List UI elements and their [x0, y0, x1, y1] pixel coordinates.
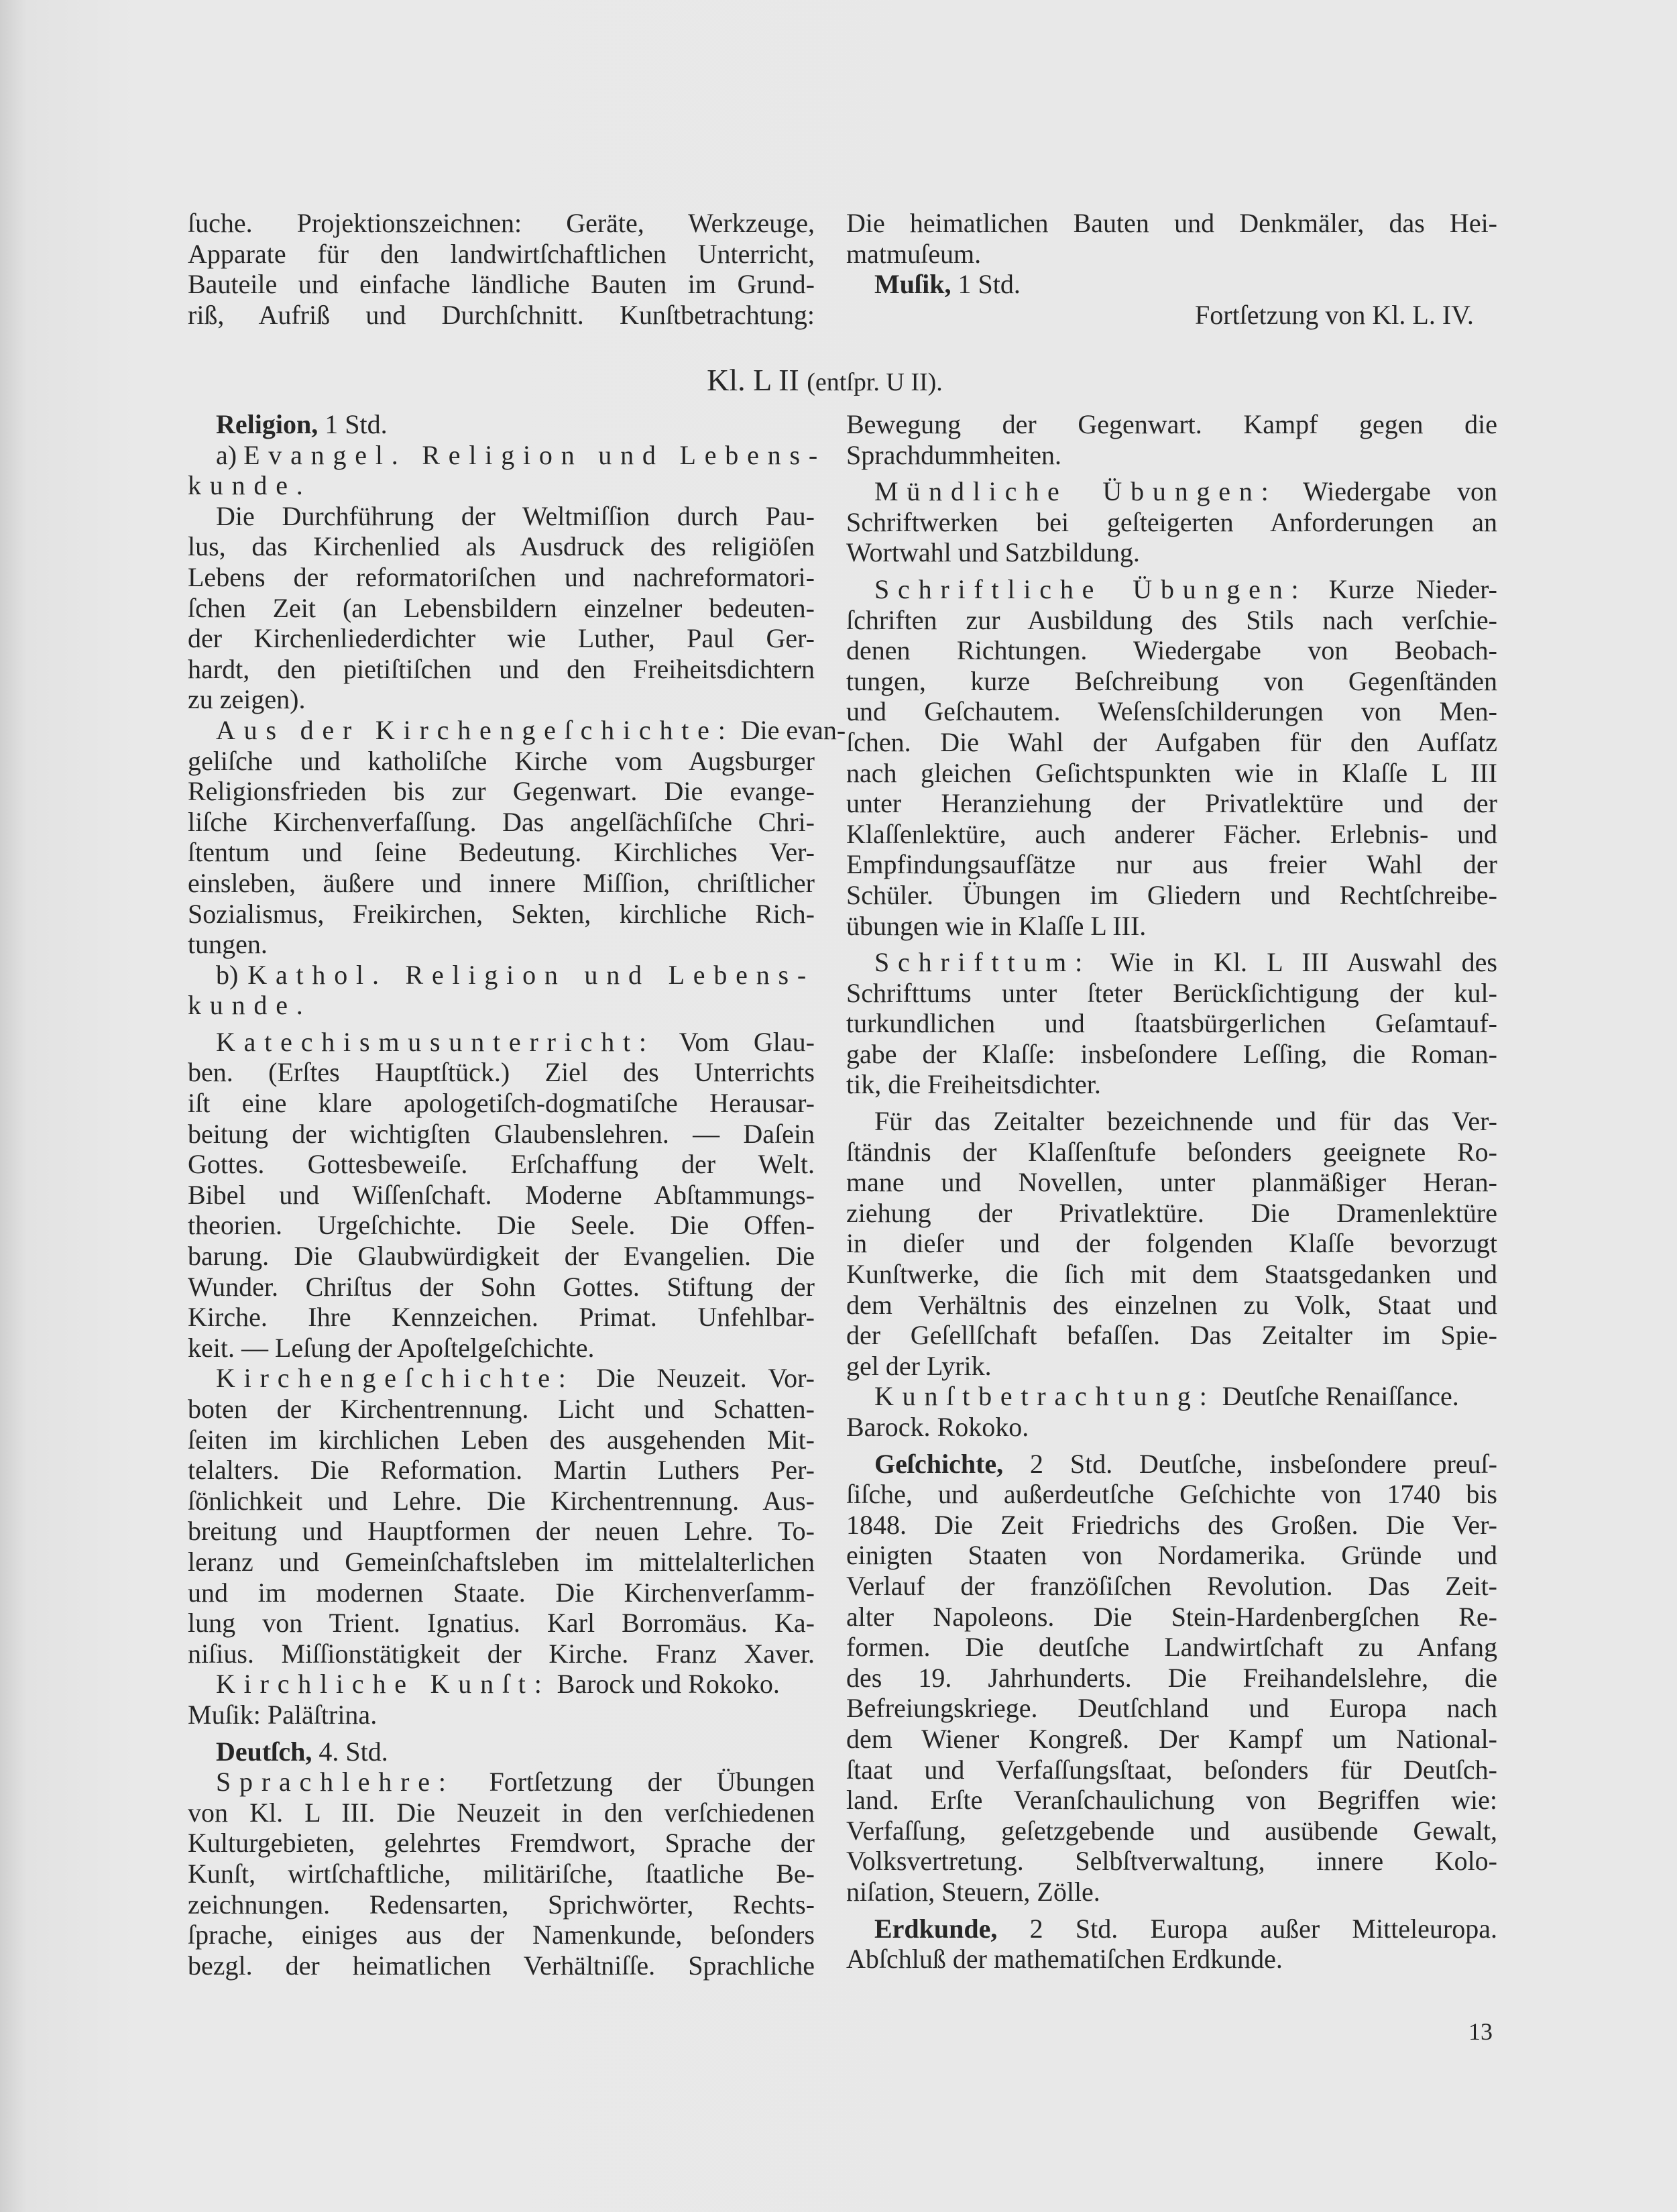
line-text: Gottes. Gottesbeweiſe. Erſchaffung der Welt. [188, 1149, 815, 1180]
line-text: a) [216, 439, 244, 470]
text-line [188, 269, 815, 300]
subject-heading: Geſchichte, [874, 1448, 1004, 1479]
line-text: der Kirchenliederdichter wie Luther, Paul Ger- [188, 623, 815, 654]
line-text: gabe der Klaſſe: insbeſondere Leſſing, die Roman- [846, 1038, 1497, 1069]
line-text: ſprache, einiges aus der Namenkunde, beſonders [188, 1920, 815, 1950]
text-line [188, 684, 815, 715]
line-text: Bauteile und einfache ländliche Bauten im Grund- [188, 269, 815, 300]
line-text: 1848. Die Zeit Friedrichs des Großen. Die Ver- [846, 1509, 1497, 1540]
text-line [846, 1663, 1497, 1694]
line-text: bezgl. der heimatlichen Verhältniſſe. Sprachliche [188, 1950, 815, 1981]
line-text: 1 Std. [951, 269, 1021, 300]
line-text: übungen wie in Klaſſe L III. [846, 910, 1147, 941]
text-line [188, 1486, 815, 1516]
heading-main: Kl. L II [707, 363, 799, 397]
line-text: und Geſchautem. Weſensſchilderungen von Men- [846, 696, 1497, 727]
text-line [846, 574, 1497, 605]
line-text: Barock. Rokoko. [846, 1412, 1029, 1442]
text-line [846, 635, 1497, 666]
line-text: ſchriften zur Ausbildung des Stils nach verſchie- [846, 604, 1497, 635]
text-line [188, 1149, 815, 1180]
line-text: lung von Trient. Ignatius. Karl Borromäus. Ka- [188, 1608, 815, 1639]
line-text: Apparate für den landwirtſchaftlichen Unterricht, [188, 238, 815, 269]
line-text: ſchen Zeit (an Lebensbildern einzelner bedeuten- [188, 592, 815, 623]
line-text: Vom Glau- [654, 1026, 815, 1057]
text-line [188, 562, 815, 593]
text-line [188, 1455, 815, 1486]
text-line [846, 758, 1497, 789]
text-line [188, 300, 815, 331]
spaced-heading: Kunſtbetrachtung: [874, 1381, 1216, 1412]
line-text: barung. Die Glaubwürdigkeit der Evangelien. Die [188, 1241, 815, 1272]
text-line [846, 978, 1497, 1009]
text-line [846, 507, 1497, 538]
line-text: Wie in Kl. L III Auswahl des [1091, 947, 1497, 978]
line-text: Kirche. Ihre Kennzeichen. Primat. Unfehlbar- [188, 1302, 815, 1333]
line-text: ſtentum und ſeine Bedeutung. Kirchliches Ver- [188, 837, 815, 868]
line-text: Schriftwerken bei geſteigerten Anforderungen an [846, 506, 1497, 537]
spaced-heading: kunde. [188, 990, 312, 1021]
line-text: tik, die Freiheitsdichter. [846, 1069, 1101, 1100]
text-line [188, 470, 815, 501]
line-text: Deutſche Renaiſſance. [1215, 1381, 1459, 1412]
line-text: Wortwahl und Satzbildung. [846, 537, 1140, 568]
text-line [846, 1106, 1497, 1137]
text-line [846, 727, 1497, 758]
line-text: Wunder. Chriſtus der Sohn Gottes. Stiftung der [188, 1271, 815, 1302]
subject-heading: Deutſch, [216, 1736, 312, 1767]
line-text: gel der Lyrik. [846, 1350, 992, 1381]
text-line [188, 654, 815, 685]
line-text: formen. Die deutſche Landwirtſchaft zu Anfang [846, 1632, 1497, 1663]
text-line [188, 409, 815, 440]
line-text: 1 Std. [318, 409, 388, 439]
subject-heading: Religion, [216, 409, 319, 439]
text-line [846, 696, 1497, 727]
text-line [846, 666, 1497, 697]
text-line [846, 788, 1497, 819]
line-text: Klaſſenlektüre, auch anderer Fächer. Erlebnis- und [846, 818, 1497, 849]
text-line [846, 1755, 1497, 1785]
line-text: Lebens der reformatoriſchen und nachreformatori- [188, 561, 815, 592]
text-line [188, 1027, 815, 1058]
spaced-heading: Mündliche Übungen: [874, 476, 1277, 507]
text-line [846, 1816, 1497, 1846]
line-text: Sprachdummheiten. [846, 439, 1062, 470]
text-line [846, 1039, 1497, 1070]
text-line [188, 868, 815, 899]
text-line [188, 1798, 815, 1828]
line-text: einigten Staaten von Nordamerika. Gründe und [846, 1540, 1497, 1571]
text-line [846, 1693, 1497, 1724]
line-text: niſius. Miſſionstätigkeit der Kirche. Franz Xaver. [188, 1638, 815, 1669]
line-text: tungen. [188, 929, 268, 960]
line-text: liſche Kirchenverfaſſung. Das angelſächſiſche Chri- [188, 806, 815, 837]
spaced-heading: Schrifttum: [874, 947, 1092, 978]
line-text: Schüler. Übungen im Gliedern und Rechtſchreibe- [846, 879, 1497, 910]
text-line [846, 880, 1497, 911]
text-line [188, 1119, 815, 1150]
text-line [846, 1320, 1497, 1351]
text-line [188, 501, 815, 532]
text-line [846, 1914, 1497, 1944]
text-line [846, 605, 1497, 636]
line-text: geliſche und katholiſche Kirche vom Augsburger [188, 745, 815, 776]
text-line [188, 1920, 815, 1950]
heading-sub: (entſpr. U II). [807, 368, 943, 396]
line-text: dem Verhältnis des einzelnen zu Volk, Staat und [846, 1289, 1497, 1320]
text-line [188, 593, 815, 624]
text-line [846, 819, 1497, 850]
line-text: theorien. Urgeſchichte. Die Seele. Die Offen- [188, 1210, 815, 1241]
line-text: ſtaat und Verfaſſungsſtaat, beſonders für Deutſch- [846, 1754, 1497, 1785]
line-text: riß, Aufriß und Durchſchnitt. Kunſtbetrachtung: [188, 299, 815, 330]
text-line [846, 1632, 1497, 1663]
line-text: b) [216, 959, 248, 990]
text-line [188, 208, 815, 239]
spaced-heading: Katechismusunterricht: [216, 1026, 655, 1057]
text-line [188, 1828, 815, 1859]
text-line [846, 1069, 1497, 1100]
text-line [846, 1351, 1497, 1382]
line-text: Volksvertretung. Selbſtverwaltung, innere Kolo- [846, 1846, 1497, 1877]
text-line [188, 1516, 815, 1547]
spaced-heading: Kirchengeſchichte: [216, 1363, 575, 1394]
line-text: Befreiungskriege. Deutſchland und Europa nach [846, 1693, 1497, 1724]
text-line [846, 476, 1497, 507]
line-text: 4. Std. [312, 1736, 388, 1767]
text-line [846, 1846, 1497, 1877]
text-line [846, 1008, 1497, 1039]
text-line [188, 1241, 815, 1272]
top-left-column [188, 208, 815, 330]
text-line [846, 1449, 1497, 1480]
line-text: leranz und Gemeinſchaftsleben im mittelalterlichen [188, 1546, 815, 1577]
line-text: hardt, den pietiſtiſchen und den Freiheitsdichtern [188, 653, 815, 684]
line-text: dem Wiener Kongreß. Der Kampf um National- [846, 1723, 1497, 1754]
right-column [846, 409, 1497, 1975]
line-text: Die evan- [734, 714, 846, 745]
text-line [188, 960, 815, 991]
spaced-heading: Schriftliche Übungen: [874, 573, 1308, 604]
text-line [188, 1363, 815, 1394]
text-line [188, 1669, 815, 1700]
text-line [188, 1950, 815, 1981]
text-line [846, 1381, 1497, 1412]
line-text: tungen, kurze Beſchreibung von Gegenſtänden [846, 665, 1497, 696]
line-text: ſönlichkeit und Lehre. Die Kirchentrennung. Aus- [188, 1485, 815, 1516]
line-text: ſiſche, und außerdeutſche Geſchichte von 1740 bis [846, 1479, 1497, 1510]
text-line [188, 1767, 815, 1798]
spaced-heading: kunde. [188, 470, 312, 501]
line-text: Die Durchführung der Weltmiſſion durch Pau- [216, 500, 815, 531]
line-text: Die Neuzeit. Vor- [574, 1363, 815, 1394]
line-text: Schrifttums unter ſteter Berückſichtigung der kul- [846, 977, 1497, 1008]
line-text: nach gleichen Geſichtspunkten wie in Klaſſe L III [846, 757, 1497, 788]
text-line [846, 1510, 1497, 1541]
text-line [188, 929, 815, 960]
line-text: ſeiten im kirchlichen Leben des ausgehenden Mit- [188, 1424, 815, 1455]
text-line [846, 300, 1497, 331]
spaced-heading: Aus der Kirchengeſchichte: [216, 714, 734, 745]
text-line [846, 1198, 1497, 1229]
line-text: Bibel und Wiſſenſchaft. Moderne Abſtammungs- [188, 1179, 815, 1210]
line-text: Religionsfrieden bis zur Gegenwart. Die evange- [188, 776, 815, 807]
text-line [846, 208, 1497, 239]
text-line [188, 990, 815, 1021]
spaced-heading: Evangel. Religion und Lebens- [243, 439, 826, 470]
text-line [846, 1479, 1497, 1510]
line-text: Barock und Rokoko. [550, 1669, 780, 1700]
text-line [846, 1785, 1497, 1816]
line-text: zu zeigen). [188, 684, 306, 715]
text-line [188, 1547, 815, 1578]
text-line [846, 849, 1497, 880]
text-line [188, 1608, 815, 1639]
spaced-heading: Kathol. Religion und Lebens- [247, 959, 815, 990]
text-line [188, 1302, 815, 1333]
text-line [846, 1724, 1497, 1755]
line-text: boten der Kirchentrennung. Licht und Schatten- [188, 1394, 815, 1424]
text-line [188, 1333, 815, 1364]
line-text: lus, das Kirchenlied als Ausdruck des religiöſen [188, 531, 815, 562]
subject-heading: Muſik, [874, 269, 951, 300]
text-line [846, 1877, 1497, 1907]
line-text: telalters. Die Reformation. Martin Luthers Per- [188, 1455, 815, 1486]
line-text: 2 Std. Europa außer Mitteleuropa. [997, 1913, 1497, 1944]
line-text: Kunſtwerke, die ſich mit dem Staatsgedanken und [846, 1259, 1497, 1290]
text-line [846, 911, 1497, 942]
text-line [846, 1137, 1497, 1168]
text-line [846, 239, 1497, 270]
text-line [846, 1228, 1497, 1259]
line-text: Kulturgebieten, gelehrtes Fremdwort, Sprache der [188, 1828, 815, 1859]
text-line [846, 1290, 1497, 1321]
text-line [188, 899, 815, 930]
line-text: alter Napoleons. Die Stein-Hardenbergſchen Re- [846, 1601, 1497, 1632]
text-line [846, 409, 1497, 440]
line-text: von Kl. L III. Die Neuzeit in den verſchiedenen [188, 1797, 815, 1828]
text-line [188, 1394, 815, 1425]
text-line [188, 776, 815, 807]
line-text: denen Richtungen. Wiedergabe von Beobach- [846, 635, 1497, 666]
text-line [846, 1944, 1497, 1975]
line-text: Wiedergabe von [1277, 476, 1497, 507]
line-text: Kurze Nieder- [1307, 573, 1498, 604]
text-line [188, 1700, 815, 1730]
text-line [188, 1425, 815, 1455]
left-column [188, 409, 846, 1981]
line-text: Kunſt, wirtſchaftliche, militäriſche, ſtaatliche Be- [188, 1858, 815, 1889]
text-line [188, 1272, 815, 1303]
text-line [846, 947, 1497, 978]
text-line [188, 746, 815, 777]
line-text: ziehung der Privatlektüre. Die Dramenlektüre [846, 1197, 1497, 1228]
line-text: keit. — Leſung der Apoſtelgeſchichte. [188, 1332, 595, 1363]
text-line [846, 269, 1497, 300]
line-text: niſation, Steuern, Zölle. [846, 1876, 1100, 1907]
page-number: 13 [1468, 2018, 1493, 2045]
line-text: zeichnungen. Redensarten, Sprichwörter, Rechts- [188, 1889, 815, 1920]
line-text: einsleben, äußere und innere Miſſion, chriſtlicher [188, 867, 815, 898]
text-line [188, 623, 815, 654]
line-text: Fortſetzung der Übungen [454, 1767, 815, 1798]
text-line [188, 1736, 815, 1767]
line-text: Abſchluß der mathematiſchen Erdkunde. [846, 1944, 1283, 1975]
subject-heading: Erdkunde, [874, 1913, 998, 1944]
line-text: unter Heranziehung der Privatlektüre und der [846, 788, 1497, 819]
text-line [188, 807, 815, 838]
line-text: Verlauf der franzöſiſchen Revolution. Das Zeit- [846, 1570, 1497, 1601]
text-line [846, 1540, 1497, 1571]
line-text: Für das Zeitalter bezeichnende und für das Ver- [874, 1106, 1497, 1137]
line-text: ſuche. Projektionszeichnen: Geräte, Werkzeuge, [188, 208, 815, 238]
text-line [188, 239, 815, 270]
line-text: iſt eine klare apologetiſch-dogmatiſche Herausar- [188, 1088, 815, 1119]
text-line [846, 1259, 1497, 1290]
text-line [188, 1859, 815, 1889]
line-text: Verfaſſung, geſetzgebende und ausübende Gewalt, [846, 1815, 1497, 1846]
line-text: Muſik: Paläſtrina. [188, 1699, 378, 1730]
line-text: turkundlichen und ſtaatsbürgerlichen Geſamtauf- [846, 1008, 1497, 1039]
line-text: und im modernen Staate. Die Kirchenverſamm- [188, 1577, 815, 1608]
spaced-heading: Kirchliche Kunſt: [216, 1669, 551, 1700]
line-text: matmuſeum. [846, 238, 982, 269]
line-text: mane und Novellen, unter planmäßiger Heran- [846, 1167, 1497, 1198]
text-line [188, 439, 826, 471]
text-line [188, 1578, 815, 1608]
top-right-column [846, 208, 1497, 330]
line-text: ſtändnis der Klaſſenſtufe beſonders geeignete Ro- [846, 1136, 1497, 1167]
line-text: Fortſetzung von Kl. L. IV. [1195, 299, 1474, 330]
text-line [188, 1180, 815, 1211]
line-text: breitung und Hauptformen der neuen Lehre. To- [188, 1516, 815, 1547]
text-line [846, 1412, 1497, 1443]
line-text: Bewegung der Gegenwart. Kampf gegen die [846, 409, 1497, 439]
line-text: in dieſer und der folgenden Klaſſe bevorzugt [846, 1228, 1497, 1259]
line-text: 2 Std. Deutſche, insbeſondere preuſ- [1003, 1448, 1497, 1479]
line-text: ſchen. Die Wahl der Aufgaben für den Aufſatz [846, 726, 1497, 757]
text-line [188, 714, 846, 746]
line-text: Die heimatlichen Bauten und Denkmäler, das Hei- [846, 208, 1497, 238]
line-text: land. Erſte Veranſchaulichung von Begriffen wie: [846, 1785, 1497, 1816]
text-line [188, 1639, 815, 1669]
text-line [188, 837, 815, 868]
text-line [846, 1571, 1497, 1602]
text-line [188, 1088, 815, 1119]
line-text: Empfindungsaufſätze nur aus freier Wahl der [846, 849, 1497, 880]
text-line [188, 531, 815, 562]
text-line [846, 440, 1497, 471]
text-line [846, 1602, 1497, 1633]
line-text: der Geſellſchaft befaſſen. Das Zeitalter im Spie- [846, 1320, 1497, 1351]
line-text: ben. (Erſtes Hauptſtück.) Ziel des Unterrichts [188, 1057, 815, 1088]
text-line [188, 1057, 815, 1088]
text-line [846, 1167, 1497, 1198]
text-line [188, 1210, 815, 1241]
spaced-heading: Sprachlehre: [216, 1767, 455, 1798]
text-line [188, 1889, 815, 1920]
text-line [846, 537, 1497, 568]
line-text: des 19. Jahrhunderts. Die Freihandelslehre, die [846, 1662, 1497, 1693]
line-text: Sozialismus, Freikirchen, Sekten, kirchliche Rich- [188, 898, 815, 929]
line-text: beitung der wichtigſten Glaubenslehren. — Daſein [188, 1118, 815, 1149]
section-heading [0, 362, 1650, 398]
